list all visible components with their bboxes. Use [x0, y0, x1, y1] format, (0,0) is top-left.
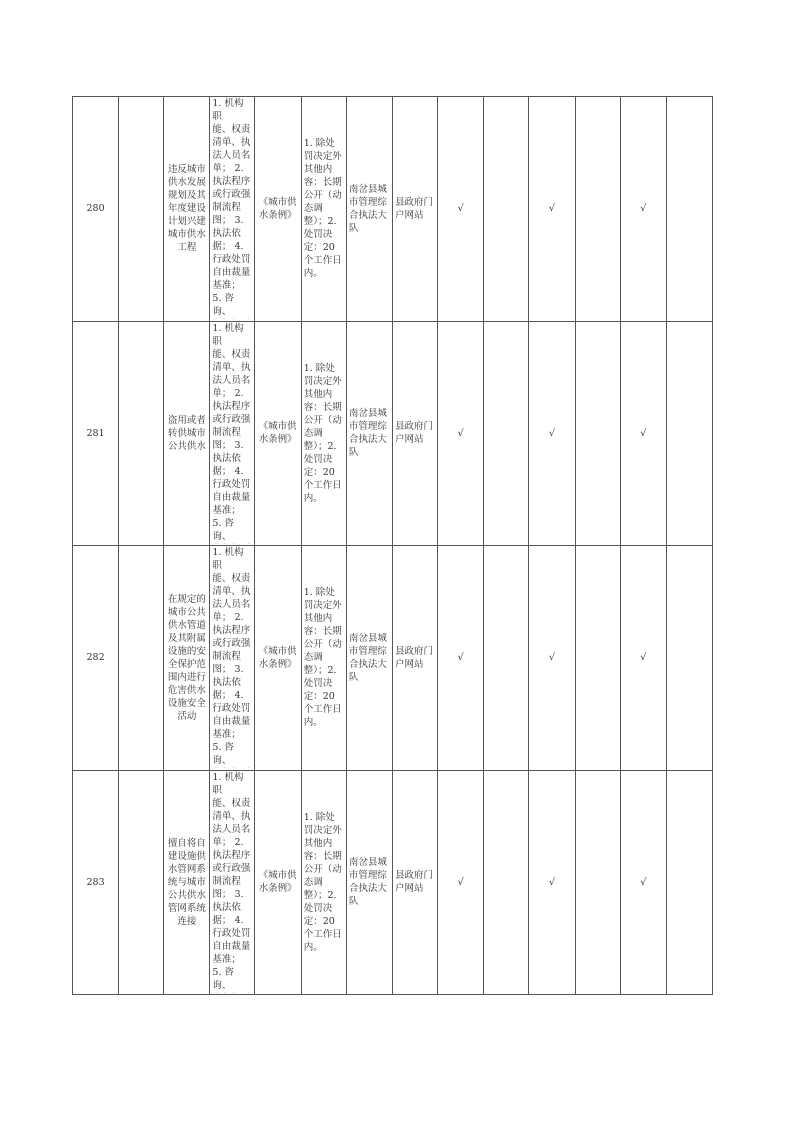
blank-cell: [575, 770, 620, 995]
content-line: 或行政强: [212, 413, 251, 425]
item-name: 擅自将自建设施供水管网系统与城市公共供水管网系统连接: [164, 770, 210, 995]
content-line: [212, 318, 251, 319]
blank-cell: [666, 97, 712, 322]
disclosure-basis: 《城市供水条例》: [254, 546, 301, 771]
content-line: 清单、执: [212, 586, 251, 597]
table-body: [73, 97, 713, 995]
content-line: 清单、执: [212, 361, 251, 373]
disclosure-channel: 县政府门户网站: [392, 546, 437, 771]
content-line: 制流程: [212, 426, 241, 438]
blank-cell: [666, 321, 712, 546]
blank-cell: [575, 546, 620, 771]
table-row: [73, 321, 713, 546]
content-line: 单； 2.: [212, 836, 244, 848]
table-row: [73, 97, 713, 322]
disclosure-content: [210, 97, 254, 322]
item-number: 281: [73, 321, 119, 546]
content-lines: [210, 322, 253, 544]
table-row: [73, 546, 713, 771]
blank-cell: [484, 770, 529, 995]
blank-cell: [484, 97, 529, 322]
disclosure-basis: 《城市供水条例》: [254, 97, 301, 322]
item-number: 282: [73, 546, 119, 771]
content-line: 自由裁量: [212, 491, 251, 503]
check-mark: √: [438, 321, 484, 546]
content-line: 1. 机构职: [212, 98, 244, 122]
content-line: 能、权责: [212, 797, 251, 809]
content-lines: [210, 97, 253, 319]
content-line: 执法依: [212, 677, 241, 688]
content-line: 能、权责: [212, 573, 251, 584]
content-line: 或行政强: [212, 638, 251, 649]
disclosure-channel: 县政府门户网站: [392, 770, 437, 995]
content-line: 行政处罚: [212, 703, 251, 714]
table-row: [73, 770, 713, 995]
check-mark: √: [620, 546, 666, 771]
content-line: 单； 2.: [212, 387, 244, 399]
content-line: 基准；: [212, 280, 241, 291]
disclosure-channel: 县政府门户网站: [392, 97, 437, 322]
item-name: 违反城市供水发展规划及其年度建设计划兴建城市供水工程: [164, 97, 210, 322]
item-name: 盗用或者转供城市公共供水: [164, 321, 210, 546]
content-line: 自由裁量: [212, 940, 251, 952]
blank-cell: [484, 546, 529, 771]
blank-cell: [666, 546, 712, 771]
disclosure-content: [210, 546, 254, 771]
content-line: 5. 咨询、: [212, 742, 235, 766]
disclosure-subject: 南岔县城市管理综合执法大队: [346, 321, 392, 546]
content-line: 据； 4.: [212, 690, 244, 701]
content-line: 清单、执: [212, 810, 251, 822]
content-line: 基准；: [212, 953, 241, 965]
check-mark: √: [438, 97, 484, 322]
disclosure-time-limit: 1. 除处罚决定外其他内容：长期公开（动态调整）；2. 处罚决定：20个工作日内。: [301, 321, 346, 546]
content-line: 1. 机构职: [212, 547, 244, 571]
content-line: 自由裁量: [212, 267, 251, 278]
content-line: 执法程序: [212, 400, 251, 412]
content-line: 能、权责: [212, 124, 251, 135]
check-mark: √: [529, 770, 575, 995]
content-line: 法人员名: [212, 599, 251, 610]
disclosure-channel: 县政府门户网站: [392, 321, 437, 546]
content-line: 行政处罚: [212, 254, 251, 265]
disclosure-content: [210, 770, 254, 995]
content-line: [212, 992, 251, 993]
disclosure-subject: 南岔县城市管理综合执法大队: [346, 770, 392, 995]
content-line: 图； 3.: [212, 439, 244, 451]
disclosure-basis: 《城市供水条例》: [254, 770, 301, 995]
content-line: [212, 767, 251, 768]
content-line: 法人员名: [212, 150, 251, 161]
check-mark: √: [620, 321, 666, 546]
blank-cell: [484, 321, 529, 546]
content-line: 据； 4.: [212, 241, 244, 252]
check-mark: √: [529, 321, 575, 546]
blank-cell: [119, 770, 164, 995]
blank-cell: [666, 770, 712, 995]
content-line: 1. 机构职: [212, 322, 244, 347]
check-mark: √: [620, 97, 666, 322]
content-line: 单； 2.: [212, 612, 244, 623]
content-line: 执法依: [212, 452, 241, 464]
blank-cell: [575, 97, 620, 322]
content-lines: [210, 771, 253, 993]
content-lines: [210, 546, 253, 768]
check-mark: √: [529, 546, 575, 771]
item-number: 283: [73, 770, 119, 995]
content-line: 行政处罚: [212, 478, 251, 490]
content-line: 制流程: [212, 875, 241, 887]
blank-cell: [575, 321, 620, 546]
content-line: 执法程序: [212, 625, 251, 636]
content-line: 能、权责: [212, 348, 251, 360]
content-line: 或行政强: [212, 189, 251, 200]
disclosure-time-limit: 1. 除处罚决定外其他内容：长期公开（动态调整）；2. 处罚决定：20个工作日内。: [301, 97, 346, 322]
blank-cell: [119, 321, 164, 546]
content-line: 据； 4.: [212, 465, 244, 477]
item-number: 280: [73, 97, 119, 322]
content-line: 执法程序: [212, 176, 251, 187]
content-line: 5. 咨询、: [212, 293, 235, 317]
content-line: 制流程: [212, 202, 241, 213]
content-line: 5. 咨询、: [212, 966, 235, 991]
content-line: 5. 咨询、: [212, 517, 235, 542]
item-name: 在规定的城市公共供水管道及其附属设施的安全保护范围内进行危害供水设施安全活动: [164, 546, 210, 771]
disclosure-time-limit: 1. 除处罚决定外其他内容：长期公开（动态调整）；2. 处罚决定：20个工作日内。: [301, 546, 346, 771]
content-line: 执法依: [212, 901, 241, 913]
content-line: 基准；: [212, 729, 241, 740]
content-line: 图； 3.: [212, 888, 244, 900]
content-line: 制流程: [212, 651, 241, 662]
blank-cell: [119, 97, 164, 322]
content-line: 基准；: [212, 504, 241, 516]
content-line: 自由裁量: [212, 716, 251, 727]
content-line: 法人员名: [212, 823, 251, 835]
disclosure-subject: 南岔县城市管理综合执法大队: [346, 546, 392, 771]
disclosure-time-limit: 1. 除处罚决定外其他内容：长期公开（动态调整）；2. 处罚决定：20个工作日内。: [301, 770, 346, 995]
content-line: 清单、执: [212, 137, 251, 148]
disclosure-basis: 《城市供水条例》: [254, 321, 301, 546]
check-mark: √: [438, 546, 484, 771]
content-line: 行政处罚: [212, 927, 251, 939]
content-line: 1. 机构职: [212, 771, 244, 796]
content-line: 执法依: [212, 228, 241, 239]
blank-cell: [119, 546, 164, 771]
content-line: 执法程序: [212, 849, 251, 861]
check-mark: √: [529, 97, 575, 322]
content-line: [212, 543, 251, 544]
disclosure-subject: 南岔县城市管理综合执法大队: [346, 97, 392, 322]
disclosure-content: [210, 321, 254, 546]
content-line: 图； 3.: [212, 664, 244, 675]
disclosure-table: [72, 96, 713, 995]
content-line: 图； 3.: [212, 215, 244, 226]
check-mark: √: [438, 770, 484, 995]
content-line: 或行政强: [212, 862, 251, 874]
check-mark: √: [620, 770, 666, 995]
content-line: 据； 4.: [212, 914, 244, 926]
content-line: 法人员名: [212, 374, 251, 386]
content-line: 单； 2.: [212, 163, 244, 174]
